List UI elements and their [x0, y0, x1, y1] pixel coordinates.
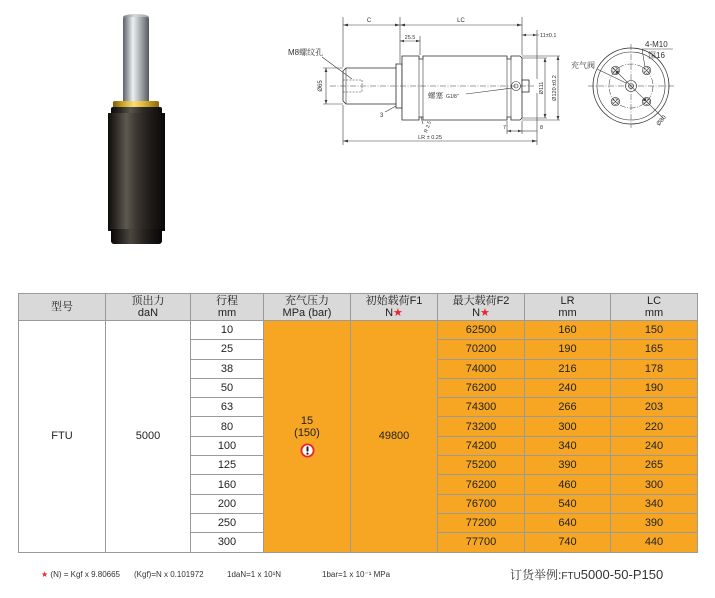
lr-cell: 190 — [525, 340, 611, 359]
stroke-cell: 200 — [191, 494, 264, 513]
max-load-cell: 74000 — [438, 359, 525, 378]
force-cell: 5000 — [106, 321, 191, 553]
max-load-cell: 76200 — [438, 378, 525, 397]
lc-cell: 240 — [611, 436, 698, 455]
pressure-mpa: 15 — [300, 414, 314, 427]
stroke-cell: 25 — [191, 340, 264, 359]
initial-load-cell: 49800 — [351, 321, 438, 553]
header-force-unit: daN — [137, 307, 159, 319]
note-dan: 1daN=1 x 10¹N — [227, 570, 282, 579]
header-pressure-label: 充气压力 — [285, 295, 329, 307]
header-pressure — [264, 294, 351, 321]
dim-flange-label: 25.5 — [404, 35, 416, 41]
header-max-load-unit — [438, 307, 524, 319]
order-example-code: 5000-50-P150 — [580, 567, 664, 582]
stroke-cell: 250 — [191, 513, 264, 532]
unit-text: N — [385, 307, 394, 319]
lr-cell: 640 — [525, 513, 611, 532]
warning-icon — [300, 443, 315, 458]
dim-step-label: 3 — [380, 113, 384, 119]
header-lr-unit: mm — [558, 307, 577, 319]
rod-diameter-label: Ø65 — [318, 80, 324, 92]
plug-label: 螺塞 — [428, 91, 443, 100]
max-load-cell: 77700 — [438, 533, 525, 552]
valve-label: 充气阀 — [571, 61, 595, 70]
max-load-cell: 70200 — [438, 340, 525, 359]
header-lc — [611, 294, 698, 321]
order-example — [510, 566, 663, 584]
cylinder-base — [111, 229, 162, 244]
stroke-cell: 100 — [191, 436, 264, 455]
dim-end-label: 11±0.1 — [540, 33, 557, 39]
dim-7-label: 7 — [503, 125, 507, 131]
stroke-cell: 50 — [191, 378, 264, 397]
lr-cell: 160 — [525, 321, 611, 340]
max-load-cell: 74300 — [438, 398, 525, 417]
header-pressure-unit: MPa (bar) — [282, 307, 332, 319]
lr-cell: 540 — [525, 494, 611, 513]
max-load-cell: 62500 — [438, 321, 525, 340]
order-example-prefix: 订货举例: — [510, 568, 562, 582]
header-initial-load — [351, 294, 438, 321]
star-icon: ★ — [41, 570, 49, 579]
stroke-cell: 125 — [191, 456, 264, 475]
header-lc-unit: mm — [644, 307, 664, 319]
dim-lr-label: LR ± 0.25 — [418, 135, 442, 141]
pressure-cell — [264, 321, 351, 553]
plug-thread-label: G1/8" — [446, 94, 459, 100]
table-row — [19, 321, 698, 340]
max-load-cell: 77200 — [438, 513, 525, 532]
lc-cell: 190 — [611, 378, 698, 397]
lr-cell: 460 — [525, 475, 611, 494]
header-stroke-label: 行程 — [216, 295, 238, 307]
header-stroke-unit: mm — [217, 307, 237, 319]
lr-cell: 340 — [525, 436, 611, 455]
lc-cell: 165 — [611, 340, 698, 359]
header-initial-load-label: 初始载荷F1 — [365, 295, 423, 307]
header-initial-load-unit — [351, 307, 437, 319]
lr-cell: 300 — [525, 417, 611, 436]
max-load-cell: 76700 — [438, 494, 525, 513]
thread-hole-label: M8螺纹孔 — [288, 48, 324, 57]
header-max-load — [438, 294, 525, 321]
stroke-cell: 38 — [191, 359, 264, 378]
header-force-label: 顶出力 — [131, 295, 165, 307]
header-lr — [525, 294, 611, 321]
lc-cell: 178 — [611, 359, 698, 378]
lc-cell: 203 — [611, 398, 698, 417]
side-view-drawing — [288, 17, 560, 145]
unit-text: N — [472, 307, 481, 319]
header-lr-label: LR — [560, 295, 575, 307]
dim-8-label: 8 — [540, 125, 544, 131]
max-load-cell: 75200 — [438, 456, 525, 475]
lc-cell: 150 — [611, 321, 698, 340]
header-model — [19, 294, 106, 321]
header-max-load-label: 最大载荷F2 — [452, 295, 510, 307]
max-load-cell: 76200 — [438, 475, 525, 494]
lc-cell: 390 — [611, 513, 698, 532]
end-view-drawing — [571, 40, 674, 128]
stroke-cell: 160 — [191, 475, 264, 494]
lr-cell: 740 — [525, 533, 611, 552]
spec-table — [18, 293, 698, 553]
lc-cell: 340 — [611, 494, 698, 513]
note-bar: 1bar=1 x 10⁻¹ MPa — [322, 570, 391, 579]
header-force — [106, 294, 191, 321]
lc-cell: 265 — [611, 456, 698, 475]
header-model-label: 型号 — [51, 301, 73, 313]
lr-cell: 216 — [525, 359, 611, 378]
lr-cell: 390 — [525, 456, 611, 475]
lc-cell: 440 — [611, 533, 698, 552]
note-n-to-kgf — [41, 570, 120, 579]
stroke-cell: 10 — [191, 321, 264, 340]
stroke-cell: 80 — [191, 417, 264, 436]
order-example-series: FTU — [561, 571, 581, 582]
header-stroke — [191, 294, 264, 321]
model-cell: FTU — [19, 321, 106, 553]
max-load-cell: 74200 — [438, 436, 525, 455]
lr-cell: 266 — [525, 398, 611, 417]
lr-cell: 240 — [525, 378, 611, 397]
body-diameter-label: Ø120 ±0.2 — [552, 75, 558, 101]
header-lc-label: LC — [646, 295, 662, 307]
star-icon: ★ — [480, 307, 490, 319]
table-header-row — [19, 294, 698, 321]
max-load-cell: 73200 — [438, 417, 525, 436]
groove-radius-label: R 2.5 — [423, 120, 433, 134]
note-n-to-kgf-text: (N) = Kgf x 9.80665 — [50, 570, 120, 579]
star-icon: ★ — [393, 307, 403, 319]
technical-drawings — [0, 0, 715, 160]
note-kgf-to-n: (Kgf)=N x 0.101972 — [134, 570, 204, 579]
stroke-cell: 300 — [191, 533, 264, 552]
body-inner-diameter-label: Ø111 — [539, 81, 545, 95]
dim-c-label: C — [366, 18, 372, 24]
hole-depth-label: 深16 — [648, 51, 665, 60]
stroke-cell: 63 — [191, 398, 264, 417]
pressure-bar: (150) — [294, 426, 320, 439]
lc-cell: 220 — [611, 417, 698, 436]
holes-label: 4-M10 — [645, 40, 668, 49]
dim-lc-label: LC — [457, 18, 465, 24]
bolt-circle-label: Ø80 — [655, 114, 668, 128]
lc-cell: 300 — [611, 475, 698, 494]
